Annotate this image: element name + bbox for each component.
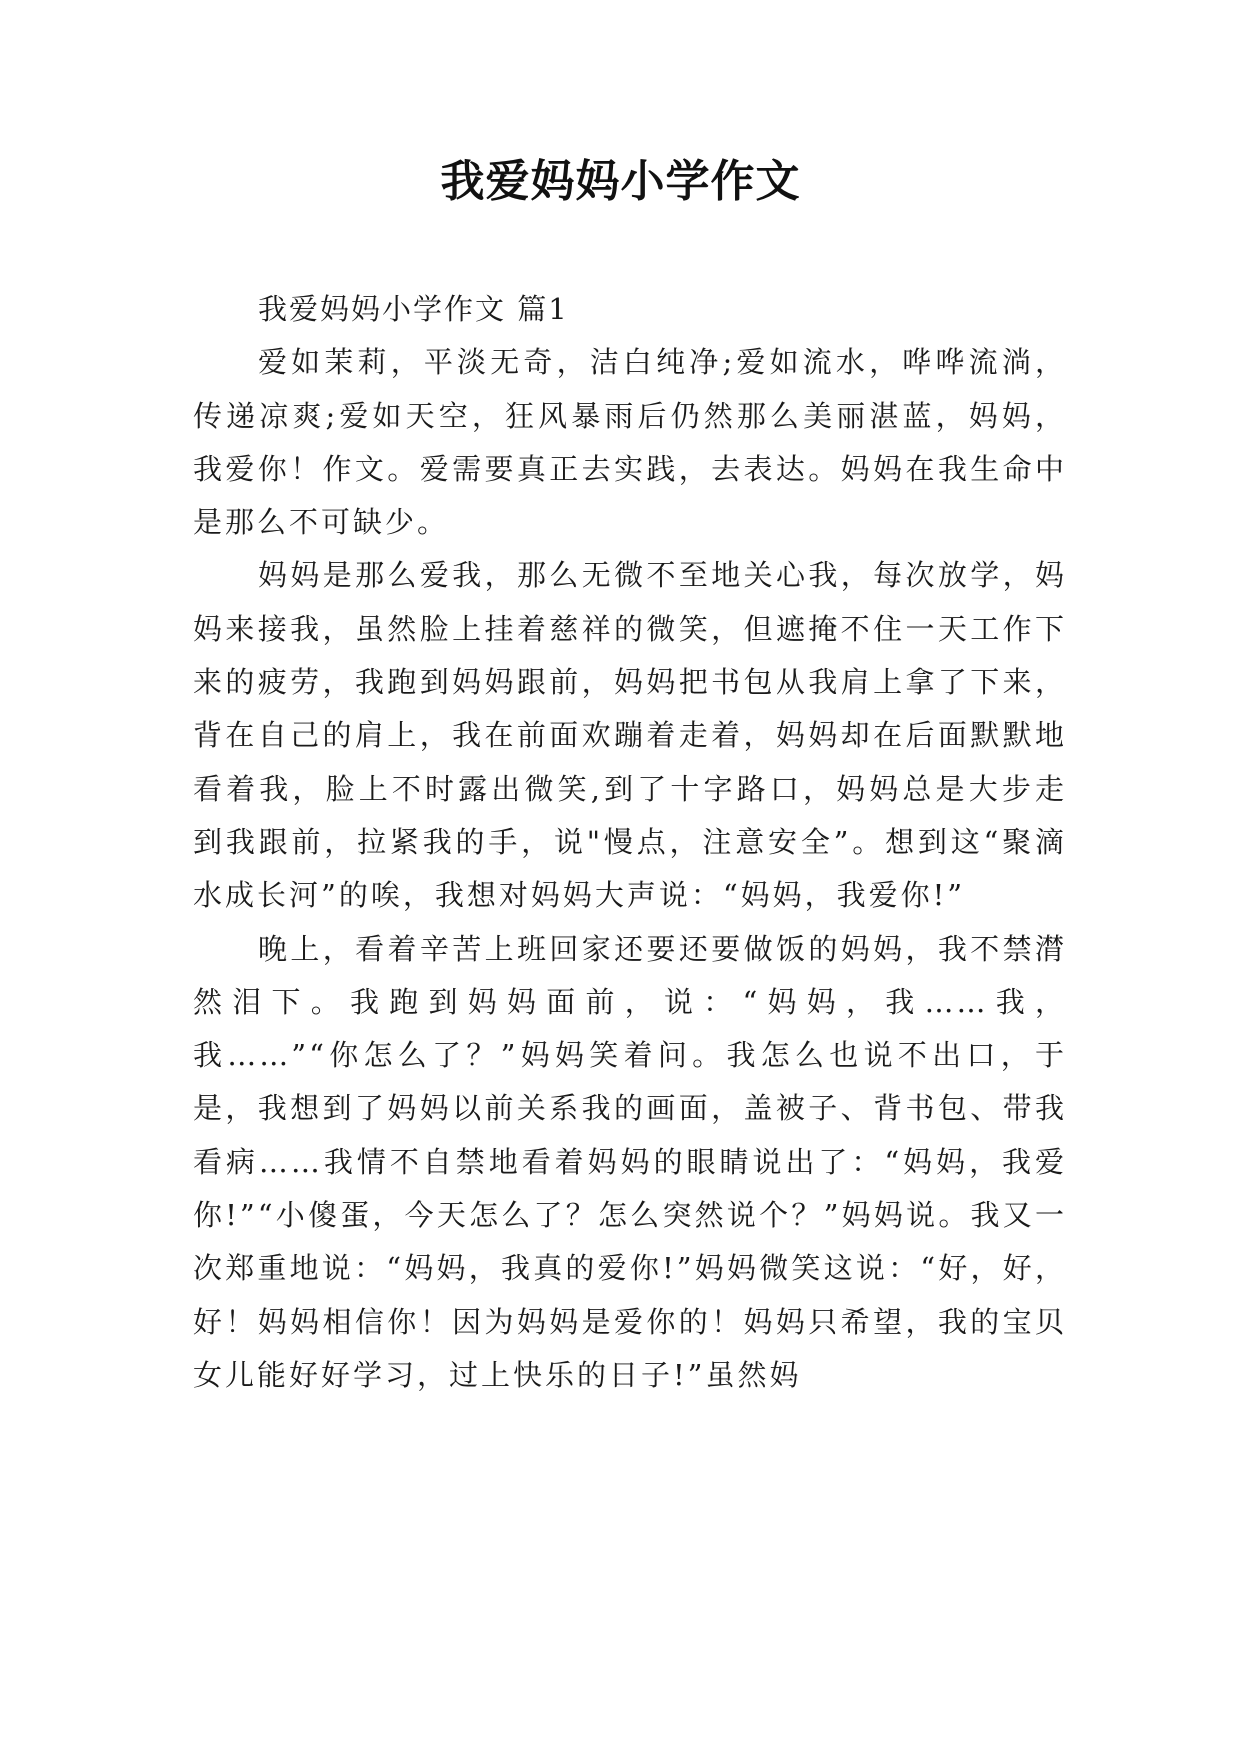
document-body — [193, 283, 1067, 1402]
section-heading: 我爱妈妈小学作文 篇1 — [258, 292, 569, 326]
document-title: 我爱妈妈小学作文 — [440, 156, 801, 207]
paragraph-1: 爱如茉莉，平淡无奇，洁白纯净;爱如流水，哗哗流淌，传递凉爽;爱如天空，狂风暴雨后仍然那么美丽湛蓝，妈妈，我爱你！作文。爱需要真正去实践，去表达。妈妈在我生命中是那么不可缺少。 — [193, 345, 1067, 540]
paragraph-2: 妈妈是那么爱我，那么无微不至地关心我，每次放学，妈妈来接我，虽然脸上挂着慈祥的微笑，但遮掩不住一天工作下来的疲劳，我跑到妈妈跟前，妈妈把书包从我肩上拿了下来，背在自己的肩上，我在前面欢蹦着走着，妈妈却在后面默默地看着我，脸上不时露出微笑,到了十字路口，妈妈总是大步走到我跟前，拉紧我的手，说"慢点，注意安全”。想到这“聚滴水成长河”的唉，我想对妈妈大声说：“妈妈，我爱你!” — [193, 558, 1067, 913]
paragraph-3: 晚上，看着辛苦上班回家还要还要做饭的妈妈，我不禁潸然泪下。我跑到妈妈面前，说：“妈妈，我……我，我……”“你怎么了？”妈妈笑着问。我怎么也说不出口，于是，我想到了妈妈以前关系我的画面，盖被子、背书包、带我看病……我情不自禁地看着妈妈的眼睛说出了：“妈妈，我爱你!”“小傻蛋，今天怎么了？怎么突然说个？”妈妈说。我又一次郑重地说：“妈妈，我真的爱你!”妈妈微笑这说：“好，好，好！妈妈相信你！因为妈妈是爱你的！妈妈只希望，我的宝贝女儿能好好学习，过上快乐的日子!”虽然妈 — [193, 931, 1067, 1392]
